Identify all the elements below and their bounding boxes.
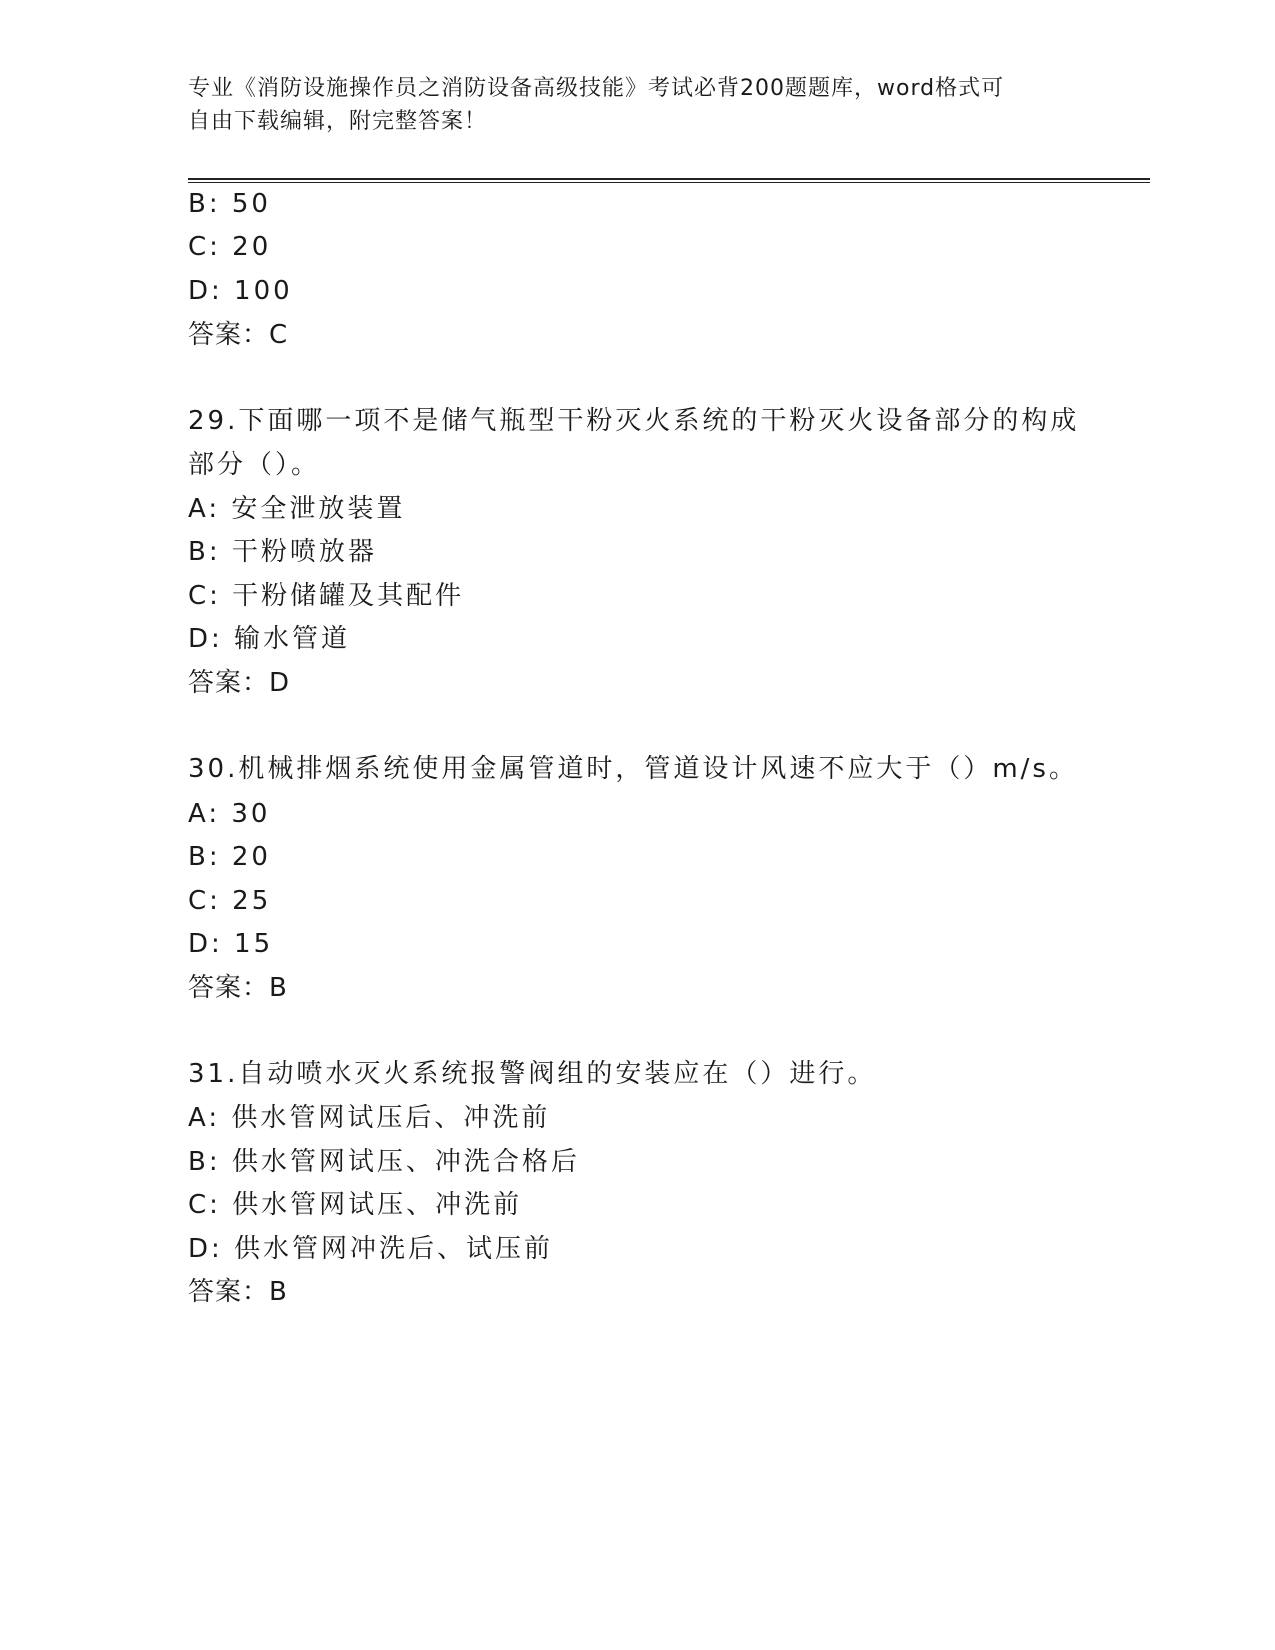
q28-option-b: B: 50 xyxy=(188,189,271,219)
q31-option-c: C: 供水管网试压、冲洗前 xyxy=(188,1190,523,1220)
q31-stem-line-1: 31.自动喷水灭火系统报警阀组的安装应在（）进行。 xyxy=(188,1059,877,1089)
q29-option-b: B: 干粉喷放器 xyxy=(188,537,377,567)
q31-option-d: D: 供水管网冲洗后、试压前 xyxy=(188,1234,554,1264)
q29-answer: 答案：D xyxy=(188,668,291,698)
q31-option-b: B: 供水管网试压、冲洗合格后 xyxy=(188,1147,580,1177)
q31-option-a: A: 供水管网试压后、冲洗前 xyxy=(188,1103,551,1133)
q30-option-c: C: 25 xyxy=(188,886,272,916)
q30-option-d: D: 15 xyxy=(188,929,274,959)
q28-answer: 答案：C xyxy=(188,320,289,350)
q29-option-d: D: 输水管道 xyxy=(188,624,351,654)
q29-stem-line-2: 部分（）。 xyxy=(188,450,321,480)
q29-option-a: A: 安全泄放装置 xyxy=(188,494,406,524)
header-divider xyxy=(188,178,1150,183)
q30-option-a: A: 30 xyxy=(188,799,271,829)
q30-answer: 答案：B xyxy=(188,973,288,1003)
q29-option-c: C: 干粉储罐及其配件 xyxy=(188,581,465,611)
q28-option-d: D: 100 xyxy=(188,276,293,306)
q29-stem-line-1: 29.下面哪一项不是储气瓶型干粉灭火系统的干粉灭火设备部分的构成 xyxy=(188,406,1080,436)
q28-option-c: C: 20 xyxy=(188,232,272,262)
q31-answer: 答案：B xyxy=(188,1277,288,1307)
page-header xyxy=(188,72,1068,138)
header-line-1: 专业《消防设施操作员之消防设备高级技能》考试必背200题题库，word格式可 xyxy=(188,76,1005,101)
q30-option-b: B: 20 xyxy=(188,842,271,872)
header-line-2: 自由下载编辑，附完整答案！ xyxy=(188,109,488,134)
q30-stem-line-1: 30.机械排烟系统使用金属管道时，管道设计风速不应大于（）m/s。 xyxy=(188,754,1078,784)
